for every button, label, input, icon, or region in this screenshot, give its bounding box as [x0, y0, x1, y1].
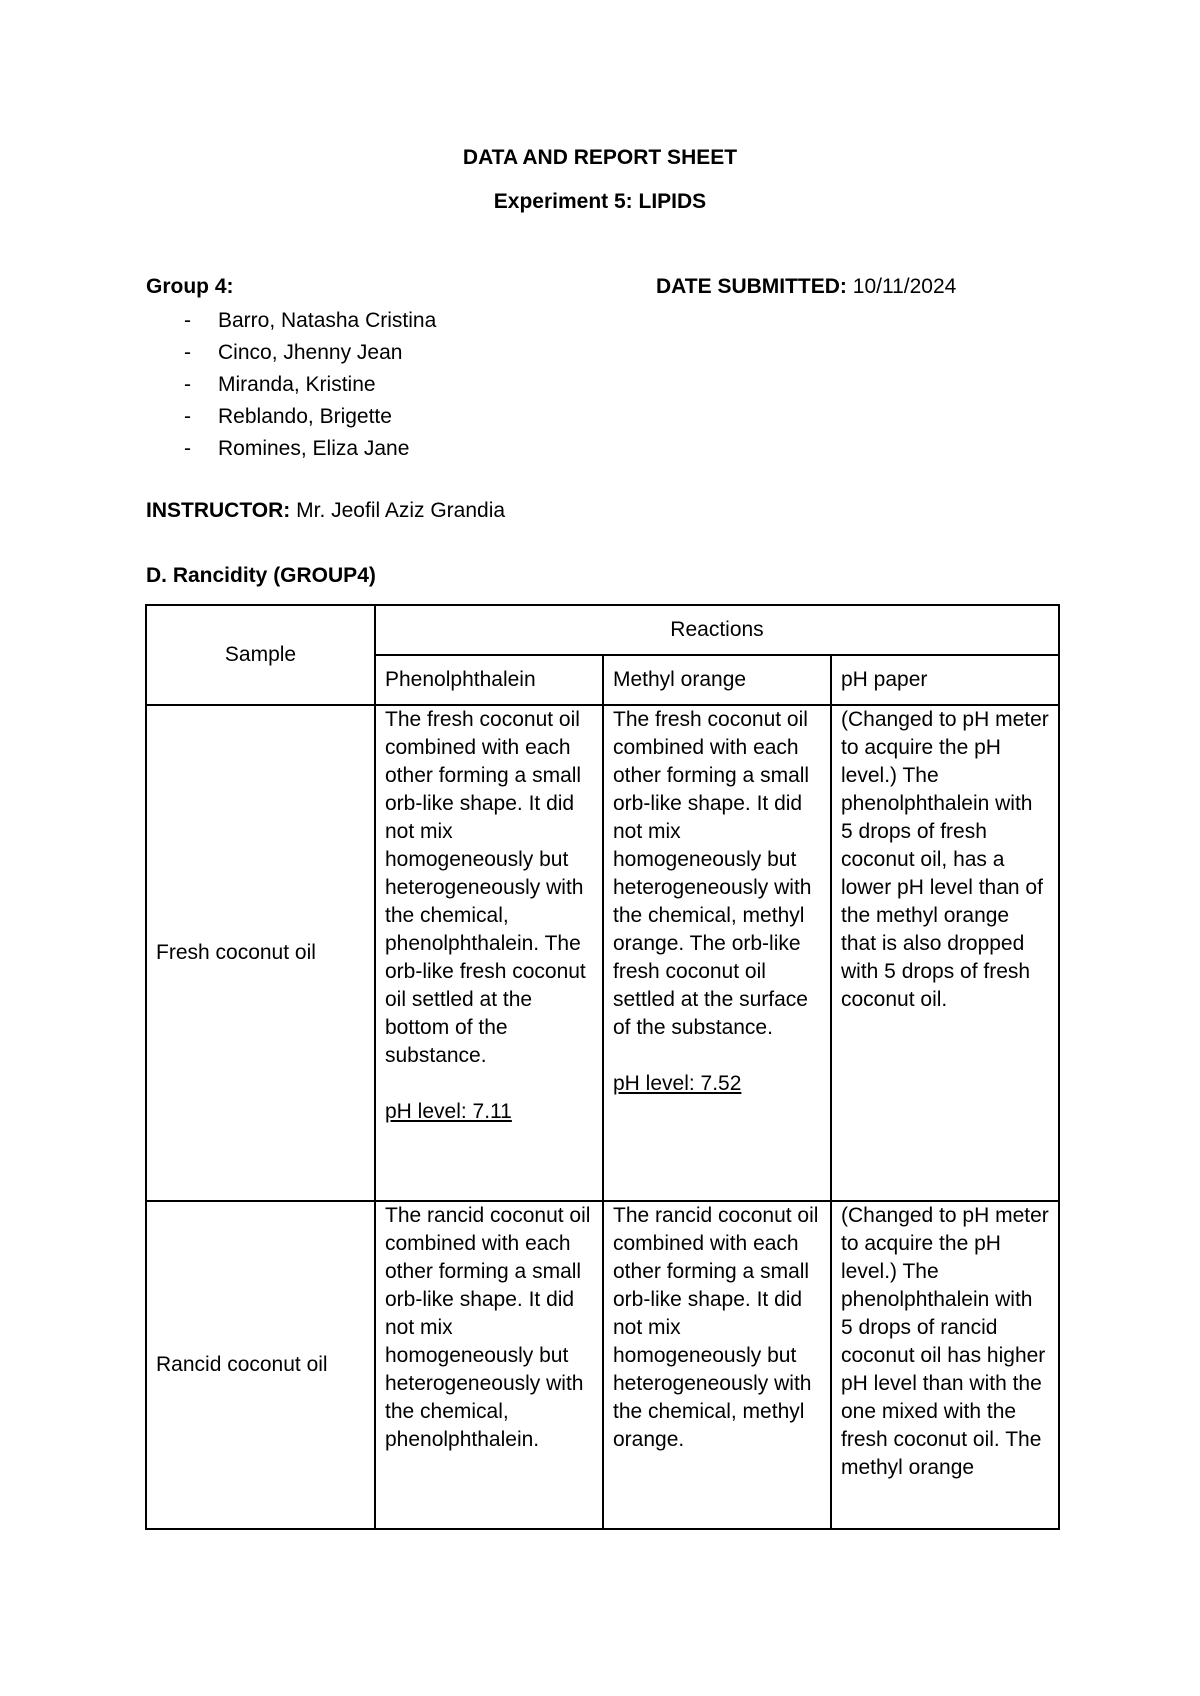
list-bullet: - — [184, 405, 191, 428]
member-name: Cinco, Jhenny Jean — [218, 341, 403, 364]
observation-text: (Changed to pH meter to acquire the pH level.) The phenolphthalein with 5 drops of fresh coconut oil, has a lower pH level than of the methyl orange that is also dropped with 5 drops of fresh coconut oil. — [841, 708, 1049, 1011]
column-header-phenolphthalein: Phenolphthalein — [375, 655, 603, 705]
date-submitted — [656, 275, 956, 299]
sample-cell: Fresh coconut oil — [146, 705, 375, 1201]
list-item — [146, 305, 436, 337]
instructor-name: Mr. Jeofil Aziz Grandia — [296, 499, 506, 522]
list-bullet: - — [184, 437, 191, 460]
list-item — [146, 401, 436, 433]
list-bullet: - — [184, 341, 191, 364]
date-value: 10/11/2024 — [852, 275, 957, 298]
date-label: DATE SUBMITTED: — [656, 275, 847, 298]
ph-level: pH level: 7.52 — [613, 1072, 742, 1095]
column-header-ph-paper: pH paper — [831, 655, 1059, 705]
ph-paper-cell — [831, 1201, 1059, 1529]
list-bullet: - — [184, 373, 191, 396]
member-name: Barro, Natasha Cristina — [218, 309, 437, 332]
section-heading: D. Rancidity (GROUP4) — [146, 564, 376, 587]
observation-text: The rancid coconut oil combined with each other forming a small orb-like shape. It did not mix homogeneously but heterogeneously with the chemical, methyl orange. — [613, 1204, 819, 1451]
observation-text: The rancid coconut oil combined with each other forming a small orb-like shape. It did not mix homogeneously but heterogeneously with the chemical, phenolphthalein. — [385, 1204, 591, 1451]
phenolphthalein-cell — [375, 705, 603, 1201]
phenolphthalein-cell — [375, 1201, 603, 1529]
ph-paper-cell — [831, 705, 1059, 1201]
instructor-label: INSTRUCTOR: — [146, 499, 291, 522]
table-row — [146, 1201, 1059, 1529]
column-header-methyl-orange: Methyl orange — [603, 655, 831, 705]
methyl-orange-cell — [603, 705, 831, 1201]
group-member-list — [146, 305, 436, 465]
observation-text: The fresh coconut oil combined with each other forming a small orb-like shape. It did not mix homogeneously but heterogeneously with the chemical, methyl orange. The orb-like fresh coconut oil settled at the surface of the substance. — [613, 708, 812, 1039]
member-name: Miranda, Kristine — [218, 373, 376, 396]
table-row — [146, 705, 1059, 1201]
list-bullet: - — [184, 309, 191, 332]
sample-cell: Rancid coconut oil — [146, 1201, 375, 1529]
observation-text: The fresh coconut oil combined with each other forming a small orb-like shape. It did not mix homogeneously but heterogeneously with the chemical, phenolphthalein. The orb-like fresh coconut oil settled at the bottom of the substance. — [385, 708, 586, 1067]
document-subtitle: Experiment 5: LIPIDS — [493, 190, 707, 213]
methyl-orange-cell — [603, 1201, 831, 1529]
member-name: Reblando, Brigette — [218, 405, 392, 428]
observation-text: (Changed to pH meter to acquire the pH level.) The phenolphthalein with 5 drops of rancid coconut oil has higher pH level than with the one mixed with the fresh coconut oil. The methyl orange — [841, 1204, 1049, 1479]
reactions-header: Reactions — [375, 605, 1059, 655]
sample-header: Sample — [146, 605, 375, 705]
ph-level: pH level: 7.11 — [385, 1100, 512, 1123]
document-title: DATA AND REPORT SHEET — [462, 146, 738, 169]
group-heading: Group 4: — [146, 275, 234, 298]
rancidity-table — [145, 604, 1060, 1530]
list-item — [146, 369, 436, 401]
list-item — [146, 433, 436, 465]
list-item — [146, 337, 436, 369]
table-header-row — [146, 605, 1059, 655]
member-name: Romines, Eliza Jane — [218, 437, 410, 460]
instructor-line — [146, 499, 505, 523]
